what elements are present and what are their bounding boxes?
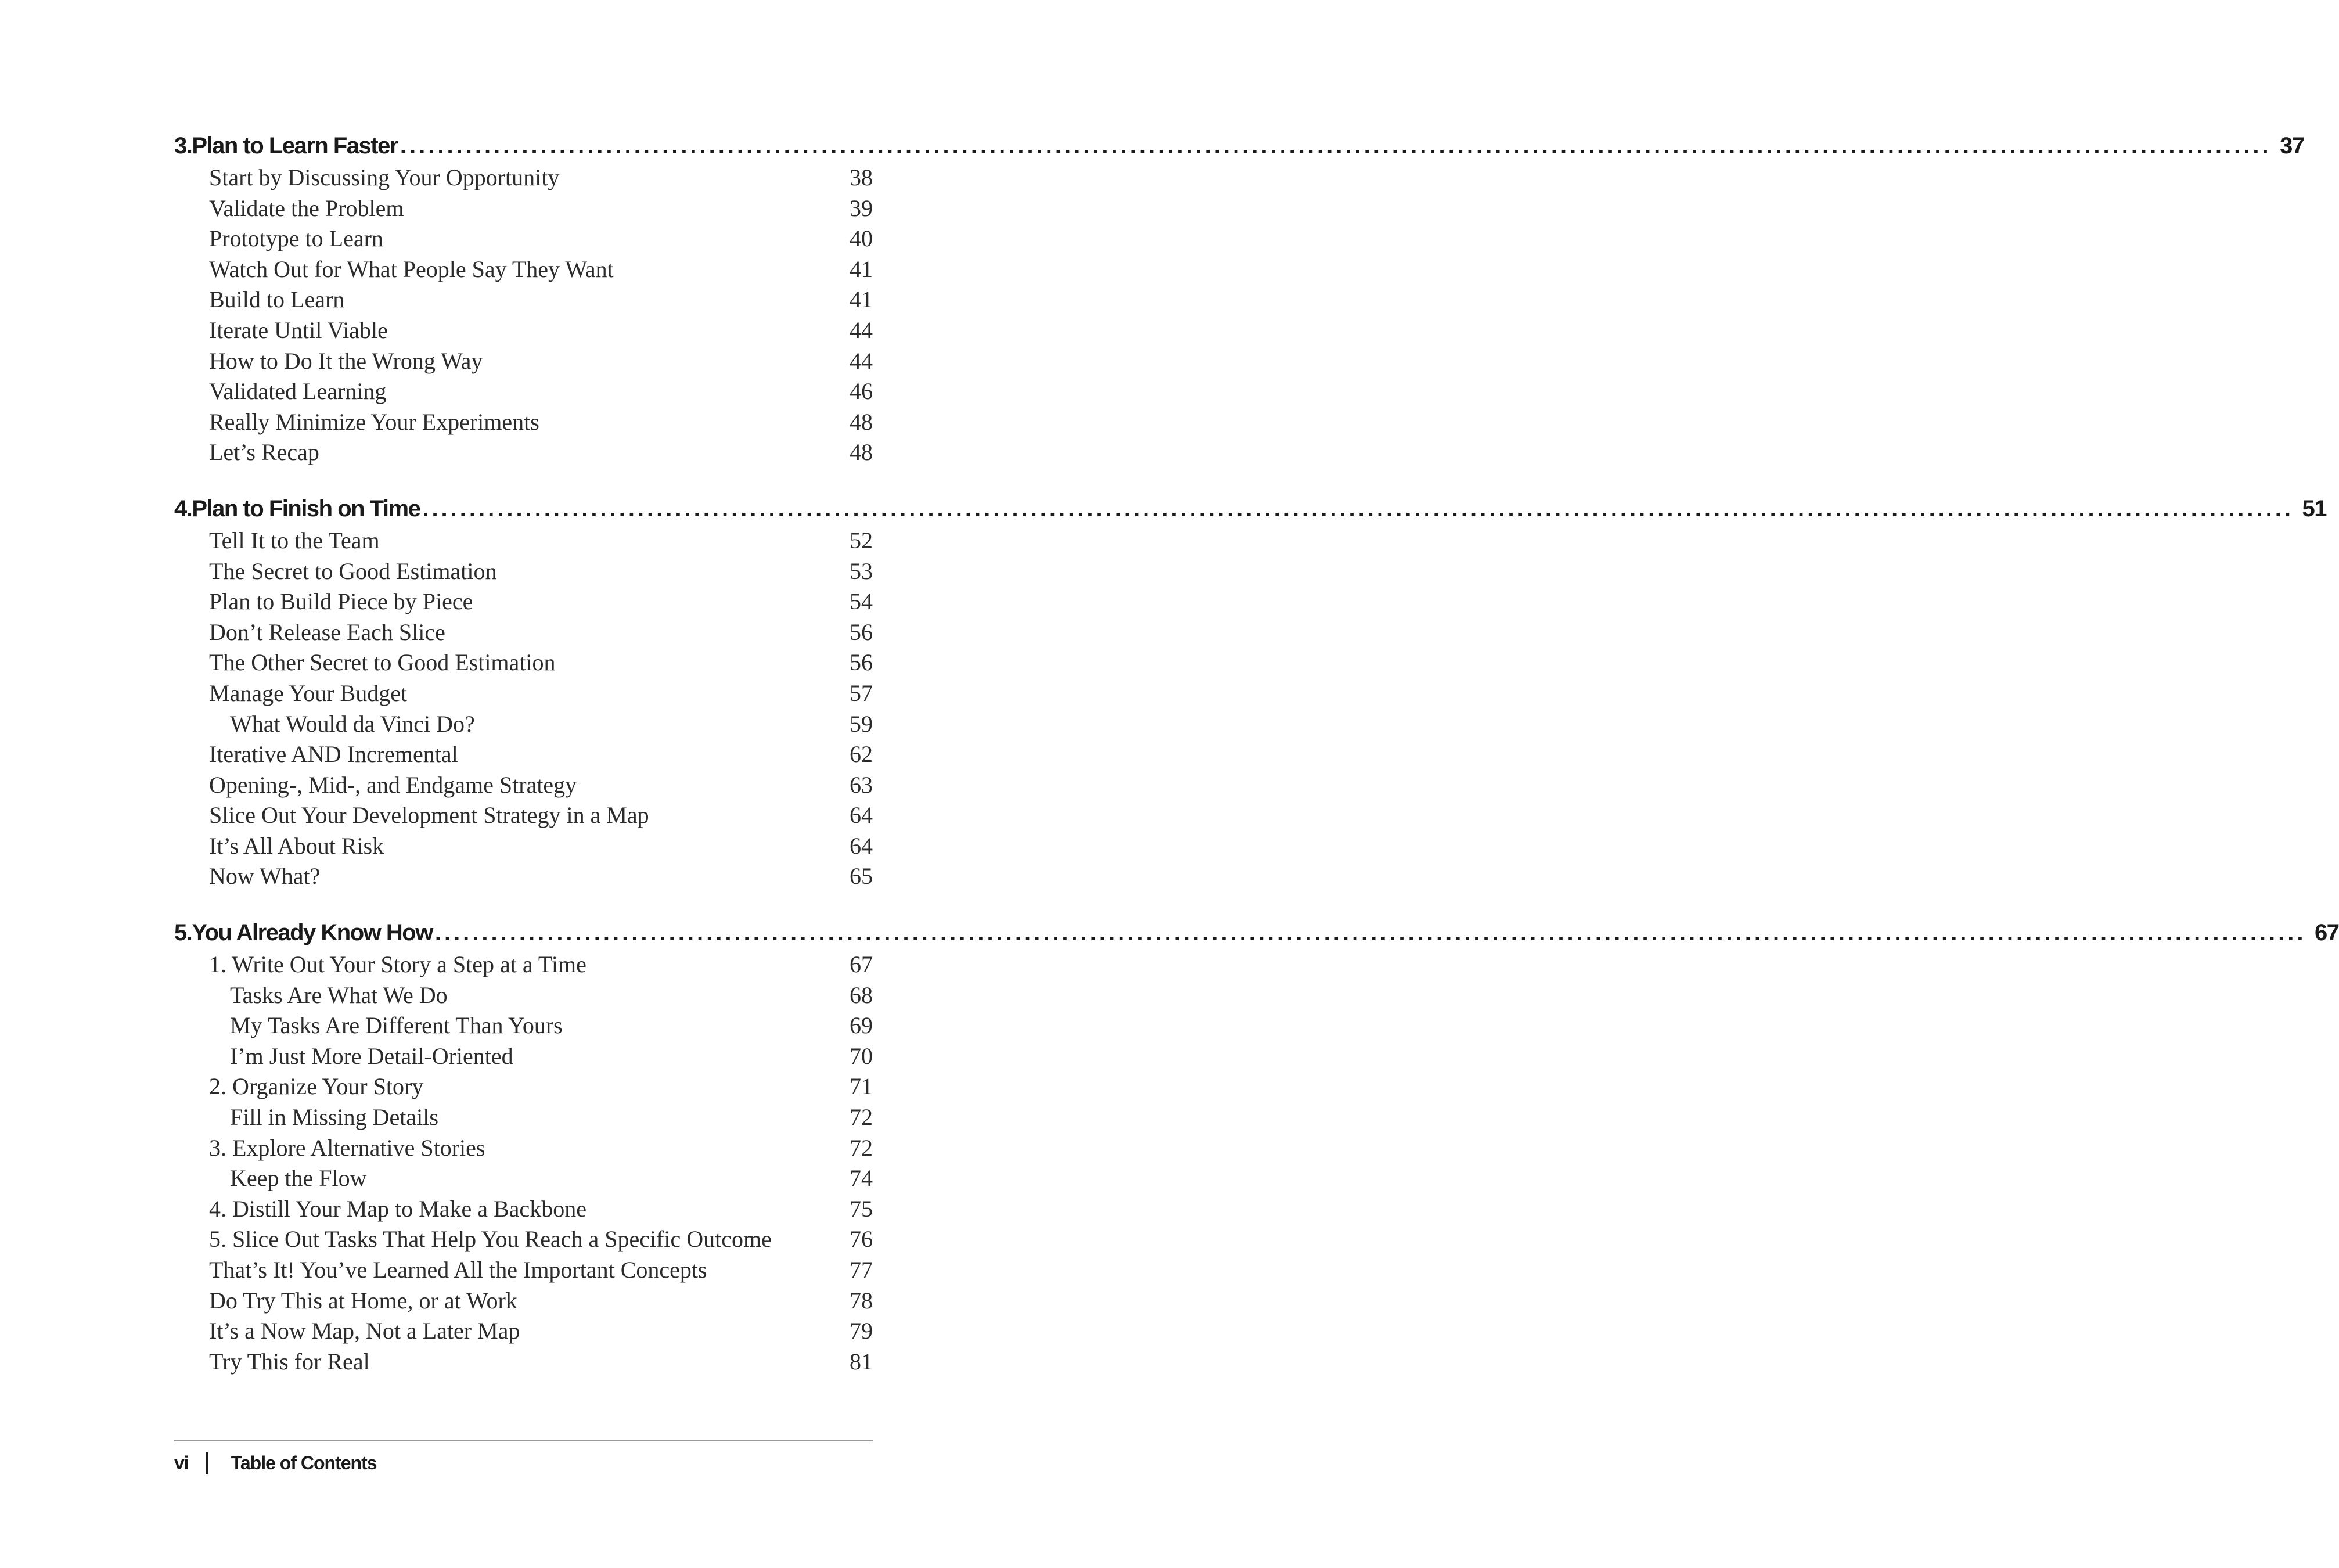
entry-title: It’s a Now Map, Not a Later Map bbox=[209, 1318, 520, 1344]
toc-entry[interactable] bbox=[174, 526, 873, 556]
toc-entry[interactable] bbox=[174, 1347, 873, 1378]
entry-title: 2. Organize Your Story bbox=[209, 1073, 424, 1100]
entry-title: Slice Out Your Development Strategy in a Map bbox=[209, 802, 649, 829]
entry-page-number: 56 bbox=[850, 649, 873, 676]
entry-title: Validated Learning bbox=[209, 378, 387, 405]
toc-entry[interactable] bbox=[174, 163, 873, 193]
entry-title: Watch Out for What People Say They Want bbox=[209, 256, 614, 282]
toc-entry[interactable] bbox=[174, 407, 873, 438]
toc-entry[interactable] bbox=[174, 587, 873, 617]
entry-page-number: 41 bbox=[850, 256, 873, 282]
entry-title: Tell It to the Team bbox=[209, 527, 380, 553]
toc-entry[interactable] bbox=[174, 556, 873, 587]
toc-subentry[interactable] bbox=[174, 1163, 873, 1194]
entry-page-number: 70 bbox=[850, 1042, 873, 1069]
entry-page-number: 76 bbox=[850, 1226, 873, 1253]
entry-page-number: 72 bbox=[850, 1134, 873, 1161]
entry-page-number: 48 bbox=[850, 408, 873, 435]
entry-title: Iterate Until Viable bbox=[209, 317, 388, 343]
entry-title: The Secret to Good Estimation bbox=[209, 558, 497, 584]
dot-leader: ........................................................................................................................................................................................................ bbox=[400, 133, 2272, 159]
entry-title: Iterative AND Incremental bbox=[209, 741, 458, 768]
toc-entry[interactable] bbox=[174, 315, 873, 346]
entry-page-number: 53 bbox=[850, 558, 873, 584]
entry-title: That’s It! You’ve Learned All the Important Concepts bbox=[209, 1257, 707, 1283]
chapter-title: You Already Know How bbox=[192, 920, 433, 946]
toc-entry[interactable] bbox=[174, 376, 873, 407]
entry-page-number: 41 bbox=[850, 286, 873, 313]
entry-page-number: 79 bbox=[850, 1318, 873, 1344]
toc-entry[interactable] bbox=[174, 861, 873, 892]
toc-subentry[interactable] bbox=[174, 1102, 873, 1133]
entry-title: Start by Discussing Your Opportunity bbox=[209, 164, 560, 190]
entry-page-number: 69 bbox=[850, 1012, 873, 1039]
entry-title: Let’s Recap bbox=[209, 439, 319, 466]
chapter-page-number: 37 bbox=[2280, 133, 2304, 159]
toc-entry[interactable] bbox=[174, 285, 873, 315]
entry-page-number: 46 bbox=[850, 378, 873, 405]
entry-title: It’s All About Risk bbox=[209, 832, 384, 859]
entry-page-number: 64 bbox=[850, 802, 873, 829]
entry-page-number: 48 bbox=[850, 439, 873, 466]
entry-title: Fill in Missing Details bbox=[230, 1104, 438, 1131]
toc-entry[interactable] bbox=[174, 831, 873, 862]
toc-entry[interactable] bbox=[174, 1194, 873, 1225]
entry-title: Now What? bbox=[209, 863, 321, 890]
toc-subentry[interactable] bbox=[174, 1041, 873, 1072]
footer-separator bbox=[206, 1452, 208, 1474]
chapter-number: 5. bbox=[174, 920, 192, 946]
entry-title: 5. Slice Out Tasks That Help You Reach a Specific Outcome bbox=[209, 1226, 772, 1253]
page-footer bbox=[174, 1448, 377, 1477]
toc-entry[interactable] bbox=[174, 1286, 873, 1317]
entry-title: My Tasks Are Different Than Yours bbox=[230, 1012, 563, 1039]
entry-page-number: 52 bbox=[850, 527, 873, 553]
entry-title: How to Do It the Wrong Way bbox=[209, 347, 483, 374]
chapter-section bbox=[174, 130, 2304, 468]
entry-page-number: 72 bbox=[850, 1104, 873, 1131]
entry-title: Opening-, Mid-, and Endgame Strategy bbox=[209, 771, 577, 798]
chapter-heading[interactable] bbox=[174, 130, 2304, 163]
entry-title: Plan to Build Piece by Piece bbox=[209, 588, 473, 615]
toc-entry[interactable] bbox=[174, 678, 873, 709]
chapter-section bbox=[174, 492, 2326, 892]
entry-title: Keep the Flow bbox=[230, 1165, 367, 1192]
entry-page-number: 74 bbox=[850, 1165, 873, 1192]
entry-title: Really Minimize Your Experiments bbox=[209, 408, 539, 435]
table-of-contents bbox=[174, 130, 2339, 1401]
toc-entry[interactable] bbox=[174, 1316, 873, 1347]
entry-page-number: 68 bbox=[850, 981, 873, 1008]
entry-title: 4. Distill Your Map to Make a Backbone bbox=[209, 1195, 586, 1222]
entry-page-number: 40 bbox=[850, 225, 873, 252]
entry-page-number: 44 bbox=[850, 347, 873, 374]
footer-divider bbox=[174, 1440, 873, 1441]
entry-page-number: 39 bbox=[850, 195, 873, 221]
entry-page-number: 62 bbox=[850, 741, 873, 768]
toc-entry[interactable] bbox=[174, 800, 873, 831]
chapter-number: 4. bbox=[174, 495, 192, 522]
toc-entry[interactable] bbox=[174, 437, 873, 468]
entry-page-number: 71 bbox=[850, 1073, 873, 1100]
entry-page-number: 75 bbox=[850, 1195, 873, 1222]
toc-subentry[interactable] bbox=[174, 709, 873, 740]
chapter-title: Plan to Learn Faster bbox=[192, 133, 398, 159]
toc-entry[interactable] bbox=[174, 346, 873, 377]
entry-title: Try This for Real bbox=[209, 1348, 370, 1375]
chapter-page-number: 51 bbox=[2302, 495, 2326, 522]
entry-title: Build to Learn bbox=[209, 286, 345, 313]
toc-entry[interactable] bbox=[174, 648, 873, 678]
entry-title: 1. Write Out Your Story a Step at a Time bbox=[209, 951, 586, 978]
chapter-section bbox=[174, 916, 2339, 1377]
toc-entry[interactable] bbox=[174, 1133, 873, 1164]
entry-page-number: 77 bbox=[850, 1257, 873, 1283]
entry-page-number: 57 bbox=[850, 679, 873, 706]
entry-title: Tasks Are What We Do bbox=[230, 981, 448, 1008]
entry-title: What Would da Vinci Do? bbox=[230, 710, 475, 737]
entry-title: Validate the Problem bbox=[209, 195, 404, 221]
entry-page-number: 56 bbox=[850, 618, 873, 645]
toc-entry[interactable] bbox=[174, 1255, 873, 1286]
entry-title: Prototype to Learn bbox=[209, 225, 383, 252]
entry-page-number: 59 bbox=[850, 710, 873, 737]
toc-subentry[interactable] bbox=[174, 980, 873, 1011]
entry-title: Manage Your Budget bbox=[209, 679, 408, 706]
chapter-heading[interactable] bbox=[174, 492, 2326, 526]
entry-title: The Other Secret to Good Estimation bbox=[209, 649, 556, 676]
entry-page-number: 44 bbox=[850, 317, 873, 343]
entry-page-number: 65 bbox=[850, 863, 873, 890]
chapter-number: 3. bbox=[174, 133, 192, 159]
chapter-title: Plan to Finish on Time bbox=[192, 495, 420, 522]
entry-page-number: 54 bbox=[850, 588, 873, 615]
entry-title: I’m Just More Detail-Oriented bbox=[230, 1042, 513, 1069]
dot-leader: ........................................................................................................................................................................................................ bbox=[422, 495, 2294, 522]
chapter-heading[interactable] bbox=[174, 916, 2339, 950]
toc-entry[interactable] bbox=[174, 1224, 873, 1255]
toc-entry[interactable] bbox=[174, 950, 873, 980]
toc-entry[interactable] bbox=[174, 739, 873, 770]
entry-page-number: 63 bbox=[850, 771, 873, 798]
entry-page-number: 78 bbox=[850, 1287, 873, 1314]
toc-entry[interactable] bbox=[174, 617, 873, 648]
entry-page-number: 67 bbox=[850, 951, 873, 978]
entry-title: Don’t Release Each Slice bbox=[209, 618, 445, 645]
entry-page-number: 81 bbox=[850, 1348, 873, 1375]
chapter-page-number: 67 bbox=[2315, 920, 2339, 946]
footer-page-number: vi bbox=[174, 1452, 189, 1473]
footer-section-title: Table of Contents bbox=[231, 1452, 377, 1473]
toc-entry[interactable] bbox=[174, 254, 873, 285]
dot-leader: ........................................................................................................................................................................................................ bbox=[434, 920, 2306, 946]
entry-page-number: 38 bbox=[850, 164, 873, 190]
toc-entry[interactable] bbox=[174, 770, 873, 801]
entry-page-number: 64 bbox=[850, 832, 873, 859]
toc-entry[interactable] bbox=[174, 193, 873, 224]
toc-entry[interactable] bbox=[174, 1071, 873, 1102]
toc-subentry[interactable] bbox=[174, 1010, 873, 1041]
toc-entry[interactable] bbox=[174, 224, 873, 254]
entry-title: 3. Explore Alternative Stories bbox=[209, 1134, 485, 1161]
entry-title: Do Try This at Home, or at Work bbox=[209, 1287, 517, 1314]
